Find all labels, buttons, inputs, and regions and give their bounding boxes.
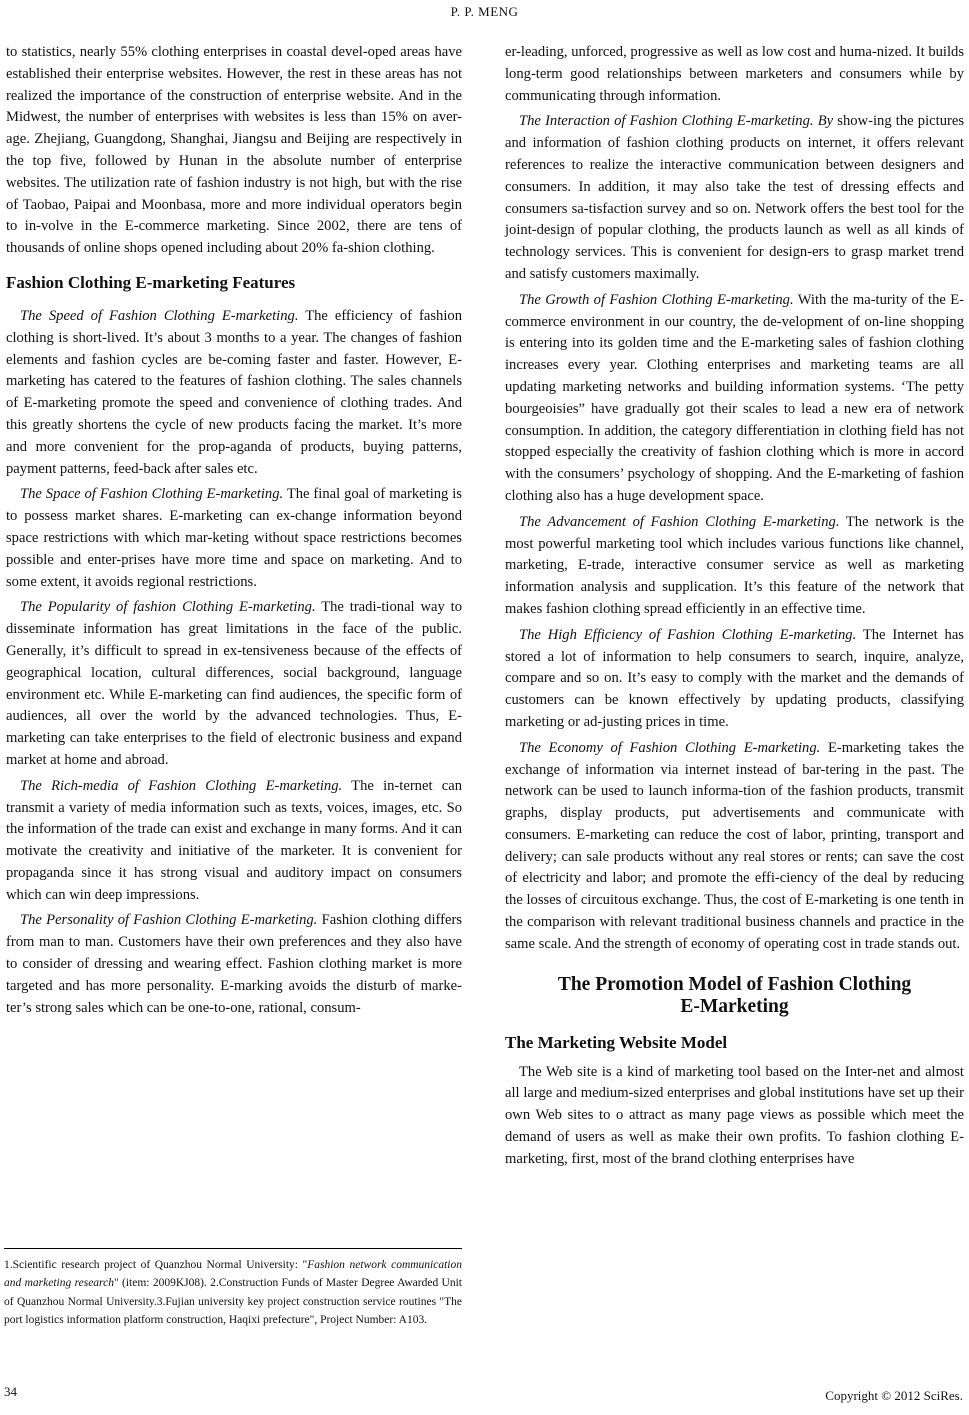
copyright-notice: Copyright © 2012 SciRes. <box>825 1388 963 1403</box>
section-heading-features: Fashion Clothing E-marketing Features <box>6 272 296 292</box>
running-head: P. P. MENG <box>450 4 519 19</box>
footnote-text-1: 1.Scientific research project of Quanzhou Normal University: " <box>4 1259 308 1271</box>
paragraph-space <box>6 484 462 593</box>
paragraph-lead: The High Efficiency of Fashion Clothing E-marketing. <box>519 626 857 643</box>
intro-paragraph: to statistics, nearly 55% clothing enterprises in coastal devel-oped areas have established their enterprise websites. However, the rest in these areas has not realized the importance of the construction of enterprise website. And in the Midwest, the number of enterprises with websites is less than 15% on aver-age. Zhejiang, Guangdong, Shanghai, Jiangsu and Beijing are respectively in the top five, followed by Hunan in the absolute number of enterprise websites. The utilization rate of fashion industry is not high, but with the rise of Taobao, Paipai and Moonbasa, more and more individual operators begin to in-volve in the E-commerce marketing. Since 2002, there are tens of thousands of online shops opened including about 20% fa-shion clothing. <box>6 44 462 257</box>
major-heading-line2: E-Marketing <box>680 995 789 1017</box>
paragraph-lead: The Interaction of Fashion Clothing E-marketing. By <box>519 113 834 130</box>
footnote-italic-title: Fashion network communication and marketing research <box>4 1259 462 1290</box>
paragraph-lead: The Rich-media of Fashion Clothing E-marketing. <box>20 777 343 794</box>
paragraph-website-model: The Web site is a kind of marketing tool based on the Inter-net and almost all large and medium-sized enterprises and global institutions have set up their own Web sites to o attract as many page views as possible which meet the demand of users as well as make their own profits. To fashion clothing E-marketing, first, most of the brand clothing enterprises have <box>505 1063 964 1167</box>
paragraph-body: The efficiency of fashion clothing is short-lived. It’s about 3 months to a year. The changes of fashion elements and fashion cycles are be-coming faster and faster. However, E-marketing has catered to the features of fashion clothing. The sales channels of E-marketing promote the speed and convenience of clothing trades. And this greatly shortens the cycle of new products facing the market. It’s more and more convenient for the prop-aganda of products, buying patterns, payment patterns, feed-back after sales etc. <box>6 307 462 477</box>
right-column <box>505 42 964 1171</box>
paragraph-high-efficiency <box>505 625 964 734</box>
paragraph-lead: The Speed of Fashion Clothing E-marketing. <box>20 307 299 324</box>
paragraph-advancement <box>505 512 964 621</box>
paragraph-body: E-marketing takes the exchange of information via internet instead of bar-tering in the past. The network can be used to launch informa-tion of the fashion products, transmit graphs, display products, put advertisements and communicate with consumers. E-marketing can reduce the cost of labor, printing, transport and delivery; can sale products without any real stores or rents; can save the cost of electricity and labor; and promote the effi-ciency of the deal by reducing the losses of circuitous exchange. Thus, the cost of E-marketing is one tenth in the comparison with relevant traditional business channels and practice in the same scale. And the strength of economy of operating cost in trade stands out. <box>505 739 964 952</box>
paragraph-body: The Internet has stored a lot of information to help consumers to search, inquire, analyze, compare and so on. It’s easy to comply with the market and the demands of customers can be known effectively by updating products, classifying marketing or ad-justing prices in time. <box>505 626 964 730</box>
paragraph-body: Fashion clothing differs from man to man. Customers have their own preferences and they also have to consider of dressing and wearing effect. Fashion clothing market is more targeted and has more personality. E-marking avoids the disturb of marke-ter’s strong sales which can be one-to-one, rational, consum- <box>6 912 462 1016</box>
paragraph-personality <box>6 910 462 1019</box>
paragraph-lead: The Advancement of Fashion Clothing E-marketing. <box>519 513 840 530</box>
paragraph-speed <box>6 306 462 480</box>
paragraph-economy <box>505 738 964 956</box>
continuation-paragraph: er-leading, unforced, progressive as well as low cost and huma-nized. It builds long-term good relationships between marketers and consumers while by communicating through information. <box>505 44 964 104</box>
paragraph-body: The final goal of marketing is to possess market shares. E-marketing can ex-change information beyond space restrictions with which mar-keting without space restrictions becomes possible and enter-prises have more time and space on marketing. And to some extent, it avoids regional restrictions. <box>6 486 462 590</box>
footnote-text-2: " (item: 2009KJ08). 2.Construction Funds of Master Degree Awarded Unit of Quanzhou Normal University.3.Fujian university key project construction service routines "The port logistics information platform construction, Haqixi prefecture", Project Number: A103. <box>4 1277 463 1327</box>
paragraph-body: show-ing the pictures and information of fashion clothing products on internet, it offers relevant references to realize the interactive communication between designers and consumers. In addition, it may also take the test of dressing effects and consumers sa-tisfaction survey and so on. Network offers the best tool for the joint-design of popular clothing, the products launch as well as all kinds of technology services. This is convenient for design-ers to grasp market trend and satisfy customers maximally. <box>505 113 965 282</box>
paragraph-lead: The Personality of Fashion Clothing E-marketing. <box>20 912 318 929</box>
paragraph-growth <box>505 290 964 508</box>
left-column <box>6 42 462 1019</box>
subsection-heading-website-model: The Marketing Website Model <box>505 1032 728 1052</box>
paragraph-lead: The Economy of Fashion Clothing E-marketing. <box>519 739 821 756</box>
footnote-rule <box>4 1248 462 1249</box>
paragraph-body: The in-ternet can transmit a variety of media information such as texts, voices, images, etc. So the information of the trade can exist and exchange in many forms. And it can motivate the creativity and initiative of the marketer. It is convenient for propaganda since it has strong visual and auditory impact on consumers which can win deep impressions. <box>6 777 462 903</box>
paragraph-body: The tradi-tional way to disseminate information has great limitations in the face of the public. Generally, it’s difficult to spread in ex-tensiveness because of the effects of geographical location, cultural differences, social background, language environment etc. While E-marketing can find audiences, the specific form of audiences, all over the world by the advanced technologies. Thus, E-marketing can take enterprises to the field of electronic business and expand market at home and abroad. <box>6 599 462 768</box>
page-number: 34 <box>4 1384 17 1399</box>
paragraph-popularity <box>6 597 462 771</box>
paragraph-body: With the ma-turity of the E-commerce environment in our country, the de-velopment of on-line shopping is entering into its golden time and the E-marketing sales of fashion clothing increases every year. Clothing enterprises and marketing teams are all updating marketing networks and building information systems. ‘The petty bourgeoisies” have gradually got their scales to lead a new era of network consumption. In addition, the category differentiation in clothing field has not stopped especially the creativity of fashion clothing which is more in accord with the consumers’ psychology of shopping. And the E-marketing of fashion clothing also has a huge development space. <box>505 291 965 504</box>
major-heading-line1: The Promotion Model of Fashion Clothing <box>557 973 912 995</box>
major-section-heading <box>505 974 964 1018</box>
paragraph-interaction <box>505 111 964 285</box>
paragraph-rich-media <box>6 776 462 907</box>
paragraph-lead: The Growth of Fashion Clothing E-marketing. <box>519 291 794 308</box>
paragraph-body: The network is the most powerful marketing tool which includes various functions like channel, marketing, E-trade, interactive consumer service as well as marketing information analysis and supplication. It’s this feature of the network that makes fashion clothing spread efficiently in an effective time. <box>505 513 964 617</box>
paragraph-lead: The Space of Fashion Clothing E-marketing. <box>20 486 284 503</box>
footnote <box>4 1256 462 1330</box>
paragraph-lead: The Popularity of fashion Clothing E-marketing. <box>20 599 316 616</box>
